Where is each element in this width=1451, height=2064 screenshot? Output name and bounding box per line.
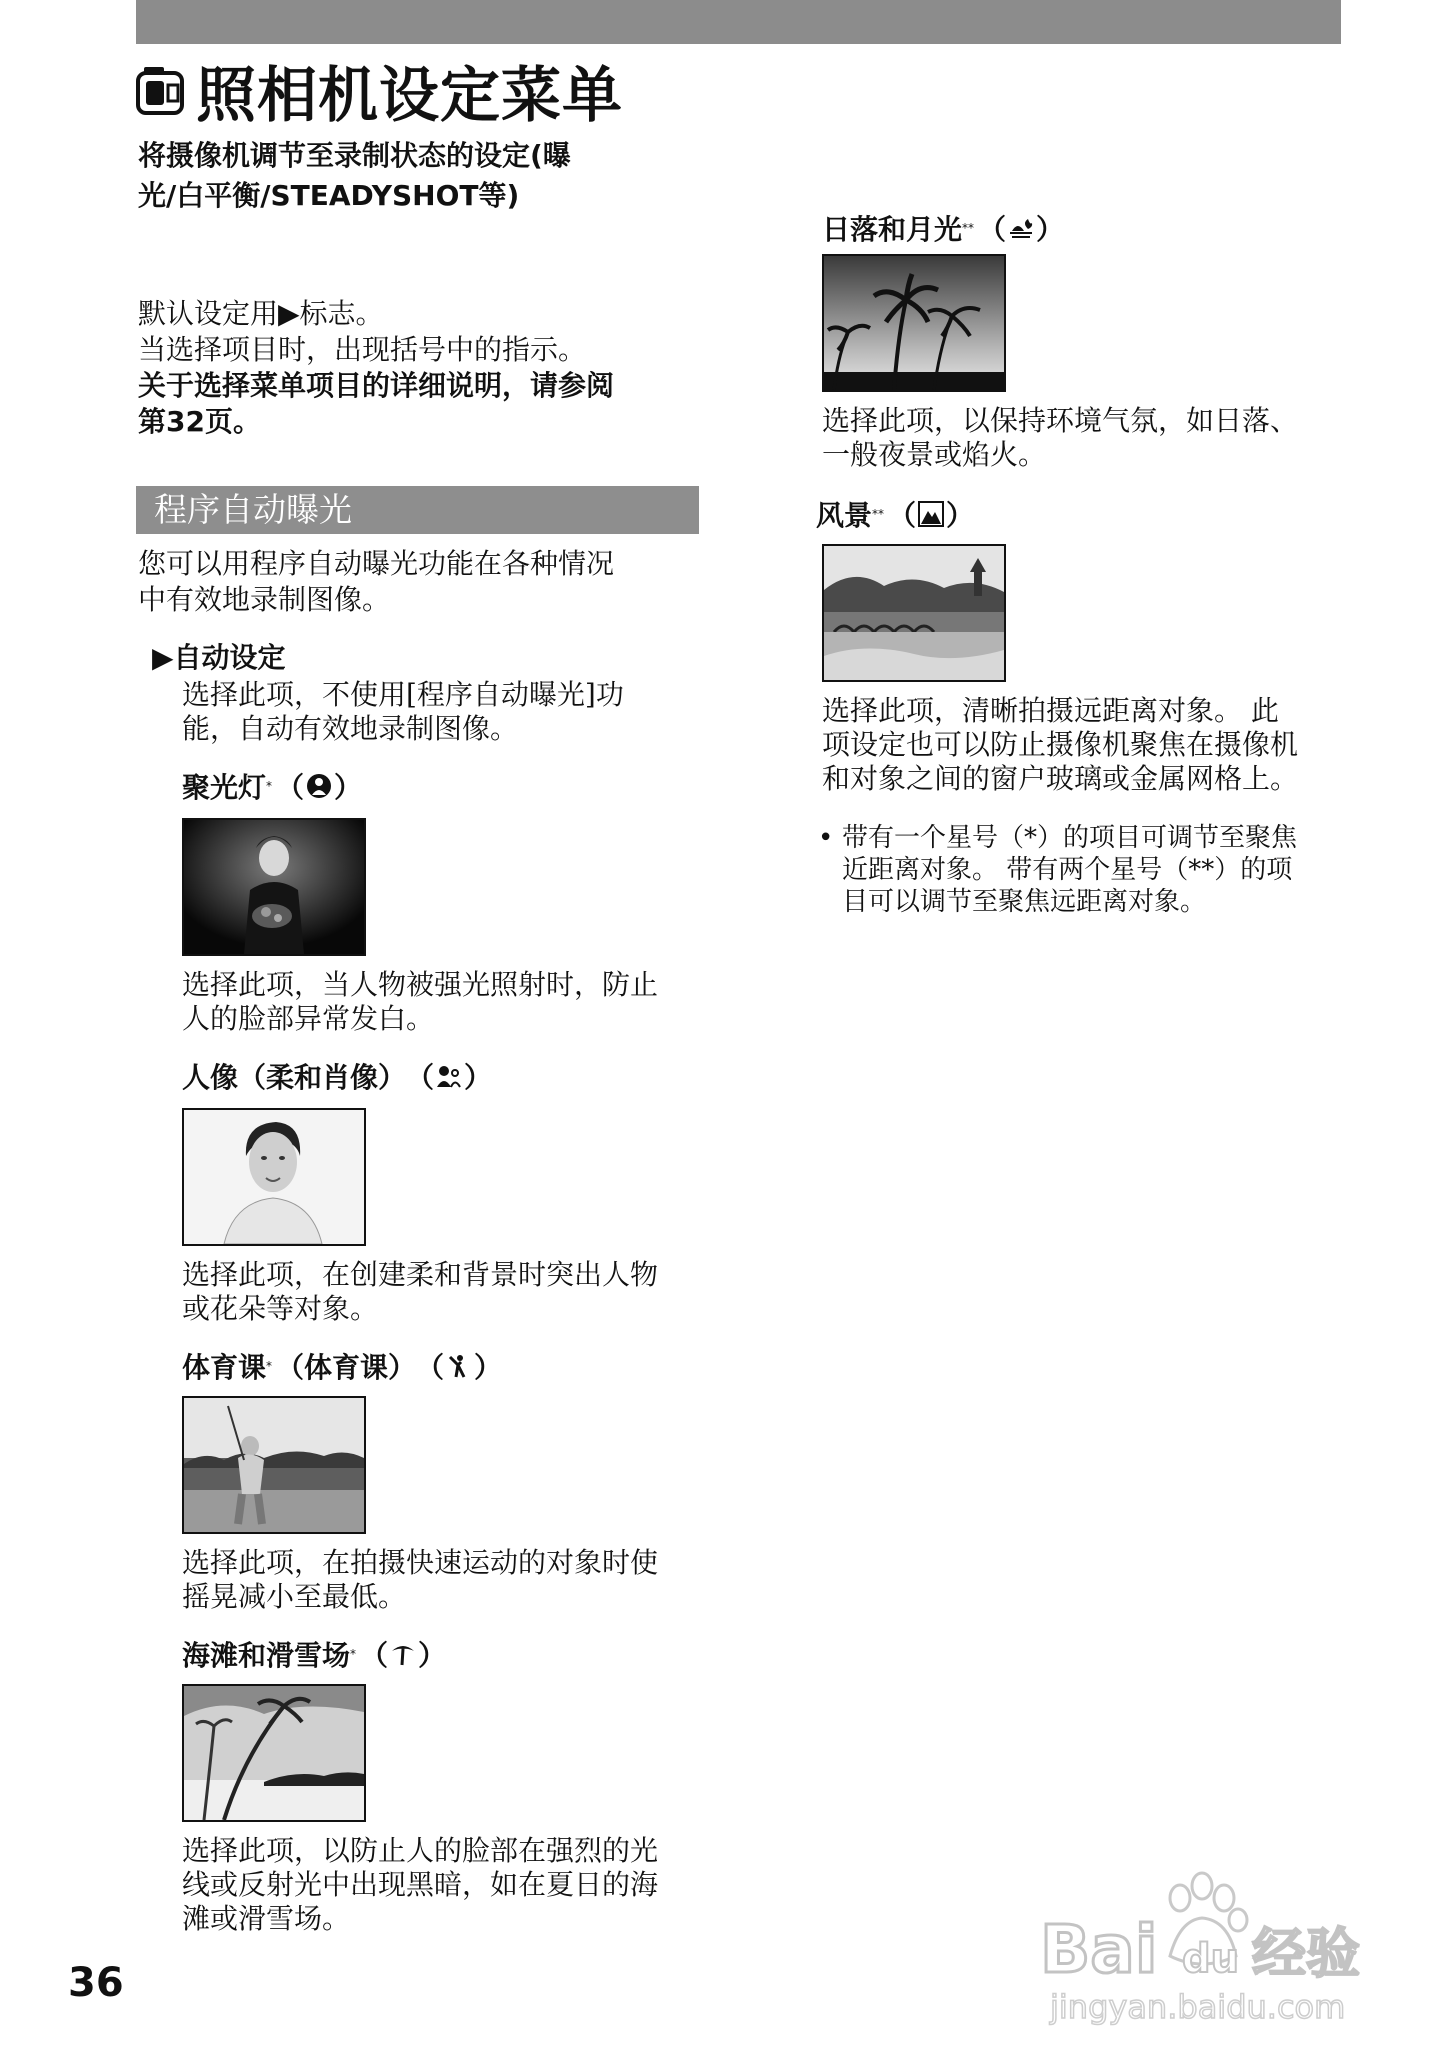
spotlight-star: * (266, 779, 273, 793)
beach-photo (182, 1684, 366, 1822)
beach-photo-image (184, 1686, 364, 1820)
beach-text-line-1: 选择此项，以防止人的脸部在强烈的光 (182, 1834, 659, 1867)
portrait-photo-image (184, 1110, 364, 1244)
intro-bold-line-1: 关于选择菜单项目的详细说明，请参阅 (138, 369, 615, 402)
sports-label-suffix: （体育课） (276, 1351, 417, 1384)
intro-paragraph (138, 296, 698, 440)
section-description (138, 546, 708, 618)
paren-close: ） (1036, 213, 1065, 246)
landscape-icon (918, 501, 944, 527)
sports-star: * (266, 1359, 273, 1373)
section-description-line-2: 中有效地录制图像。 (138, 583, 391, 616)
portrait-heading (182, 1056, 492, 1096)
baidu-jingyan-watermark-logo (1030, 1860, 1380, 2030)
subtitle-line-2: 光/白平衡/STEADYSHOT等) (138, 179, 520, 212)
paren-open: （ (888, 499, 917, 532)
top-banner-bar (136, 0, 1341, 44)
section-header: 程序自动曝光 (136, 486, 699, 534)
note-body (842, 822, 1297, 918)
sports-icon (446, 1353, 472, 1379)
svg-text:du: du (1182, 1936, 1240, 1982)
sports-photo (182, 1396, 366, 1534)
portrait-icon (436, 1063, 462, 1089)
note-bullet: • (818, 823, 834, 853)
landscape-heading (816, 494, 974, 534)
sports-label: 体育课 (182, 1351, 267, 1384)
sports-photo-image (184, 1398, 364, 1532)
spotlight-icon (306, 773, 332, 799)
svg-text:经验: 经验 (1252, 1922, 1360, 1985)
sunset-moon-icon (1008, 215, 1034, 241)
page-number: 36 (68, 1960, 124, 2006)
intro-line-2: 当选择项目时，出现括号中的指示。 (138, 333, 587, 366)
landscape-label: 风景 (816, 499, 873, 532)
auto-setting-text-line-1: 选择此项，不使用[程序自动曝光]功 (182, 678, 624, 711)
svg-text:Bai: Bai (1040, 1911, 1158, 1988)
paren-open: （ (406, 1061, 435, 1094)
landscape-text (822, 694, 1342, 796)
sports-heading (182, 1346, 502, 1386)
paren-close: ） (334, 771, 363, 804)
page-subtitle (138, 136, 658, 216)
landscape-photo (822, 544, 1006, 682)
beach-label: 海滩和滑雪场 (182, 1639, 351, 1672)
paren-close: ） (418, 1639, 447, 1672)
landscape-text-line-1: 选择此项，清晰拍摄远距离对象。 此 (822, 694, 1279, 727)
beach-star: * (350, 1647, 357, 1661)
landscape-text-line-2: 项设定也可以防止摄像机聚焦在摄像机 (822, 728, 1299, 761)
spotlight-photo (182, 818, 366, 956)
portrait-photo (182, 1108, 366, 1246)
sports-text-line-2: 摇晃减小至最低。 (182, 1580, 407, 1613)
landscape-star: ** (872, 507, 885, 521)
auto-setting-text (182, 678, 702, 746)
portrait-label: 人像（柔和肖像） (182, 1061, 407, 1094)
paren-open: （ (978, 213, 1007, 246)
spotlight-photo-image (184, 820, 364, 954)
sunset-star: ** (962, 221, 975, 235)
title-row (136, 56, 623, 131)
note-line-1: 带有一个星号（*）的项目可调节至聚焦 (842, 823, 1298, 853)
paren-close: ） (474, 1351, 503, 1384)
beach-text (182, 1834, 702, 1936)
asterisk-note (818, 822, 1338, 918)
svg-text:jingyan.baidu.com: jingyan.baidu.com (1050, 1988, 1346, 2026)
landscape-text-line-3: 和对象之间的窗户玻璃或金属网格上。 (822, 762, 1299, 795)
note-line-2: 近距离对象。 带有两个星号（**）的项 (842, 855, 1293, 885)
paren-open: （ (276, 771, 305, 804)
page-title: 照相机设定菜单 (196, 61, 623, 131)
spotlight-text-line-1: 选择此项，当人物被强光照射时，防止 (182, 968, 659, 1001)
sunset-photo (822, 254, 1006, 392)
paren-open: （ (416, 1351, 445, 1384)
landscape-photo-image (824, 546, 1004, 680)
beach-text-line-3: 滩或滑雪场。 (182, 1902, 351, 1935)
beach-text-line-2: 线或反射光中出现黑暗，如在夏日的海 (182, 1868, 659, 1901)
sunset-text-line-2: 一般夜景或焰火。 (822, 438, 1047, 471)
portrait-text (182, 1258, 702, 1326)
sunset-label: 日落和月光 (822, 213, 963, 246)
paren-close: ） (946, 499, 975, 532)
sunset-photo-image (824, 256, 1004, 390)
sports-text-line-1: 选择此项，在拍摄快速运动的对象时使 (182, 1546, 659, 1579)
camera-icon (136, 65, 190, 117)
beach-icon (390, 1641, 416, 1667)
sports-text (182, 1546, 702, 1614)
portrait-text-line-1: 选择此项，在创建柔和背景时突出人物 (182, 1258, 659, 1291)
paren-open: （ (360, 1639, 389, 1672)
auto-setting-text-line-2: 能，自动有效地录制图像。 (182, 712, 519, 745)
subtitle-line-1: 将摄像机调节至录制状态的设定(曝 (138, 139, 571, 172)
sunset-heading (822, 208, 1064, 248)
spotlight-text-line-2: 人的脸部异常发白。 (182, 1002, 435, 1035)
sunset-text (822, 404, 1342, 472)
paren-close: ） (464, 1061, 493, 1094)
spotlight-heading (182, 766, 362, 806)
section-description-line-1: 您可以用程序自动曝光功能在各种情况 (138, 547, 615, 580)
note-line-3: 目可以调节至聚焦远距离对象。 (842, 887, 1207, 917)
beach-heading (182, 1634, 446, 1674)
intro-bold-line-2: 第32页。 (138, 405, 261, 438)
auto-setting-heading: ▶自动设定 (152, 641, 286, 674)
sunset-text-line-1: 选择此项，以保持环境气氛，如日落、 (822, 404, 1299, 437)
portrait-text-line-2: 或花朵等对象。 (182, 1292, 379, 1325)
spotlight-label: 聚光灯 (182, 771, 267, 804)
spotlight-text (182, 968, 702, 1036)
intro-line-1: 默认设定用▶标志。 (138, 297, 384, 330)
